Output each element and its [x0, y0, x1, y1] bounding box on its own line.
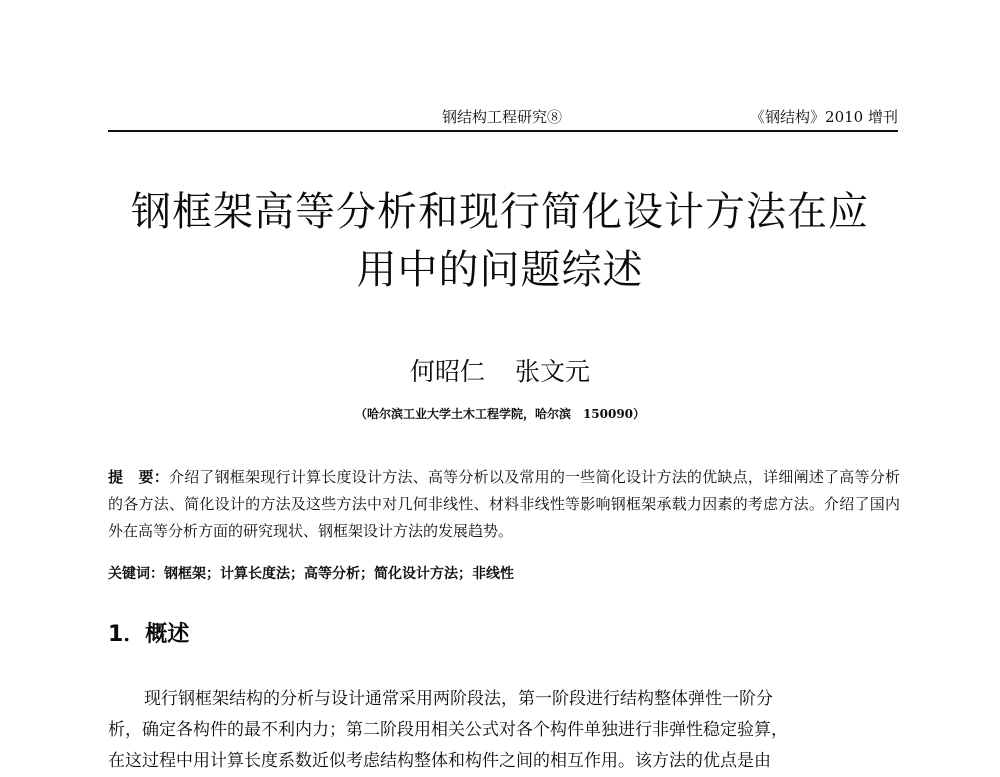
- section-heading: 1．概述: [108, 622, 190, 647]
- journal-series-label: 钢结构工程研究⑧: [442, 108, 563, 126]
- paper-title-line-1: 钢框架高等分析和现行简化设计方法在应: [131, 189, 869, 235]
- author-list: [0, 352, 1000, 388]
- author-name: 张文元: [515, 357, 591, 386]
- body-line: 析，确定各构件的最不利内力；第二阶段用相关公式对各个构件单独进行非弹性稳定验算，: [108, 720, 788, 740]
- body-paragraph: [108, 684, 900, 777]
- body-line: 在这过程中用计算长度系数近似考虑结构整体和构件之间的相互作用。该方法的优点是由: [108, 751, 771, 771]
- keywords: [108, 563, 900, 583]
- author-name: 何昭仁: [409, 357, 485, 386]
- abstract: [108, 464, 900, 545]
- affiliation: （哈尔滨工业大学土木工程学院，哈尔滨 150090）: [354, 407, 646, 421]
- abstract-text: 介绍了钢框架现行计算长度设计方法、高等分析以及常用的一些简化设计方法的优缺点，详细阐述了高等分析的各方法、简化设计的方法及这些方法中对几何非线性、材料非线性等影响钢框架承载力因素的考虑方法。介绍了国内外在高等分析方面的研究现状、钢框架设计方法的发展趋势。: [108, 468, 900, 540]
- paper-title-line-2: 用中的问题综述: [356, 247, 644, 293]
- keywords-label: 关键词：: [108, 566, 164, 582]
- running-header: [108, 104, 898, 132]
- journal-issue-label: 《钢结构》2010 增刊: [750, 108, 898, 126]
- keywords-text: 钢框架；计算长度法；高等分析；简化设计方法；非线性: [164, 566, 514, 582]
- paper-title: [100, 183, 900, 299]
- abstract-label: 提 要：: [108, 468, 169, 486]
- body-line: 现行钢框架结构的分析与设计通常采用两阶段法，第一阶段进行结构整体弹性一阶分: [144, 689, 773, 709]
